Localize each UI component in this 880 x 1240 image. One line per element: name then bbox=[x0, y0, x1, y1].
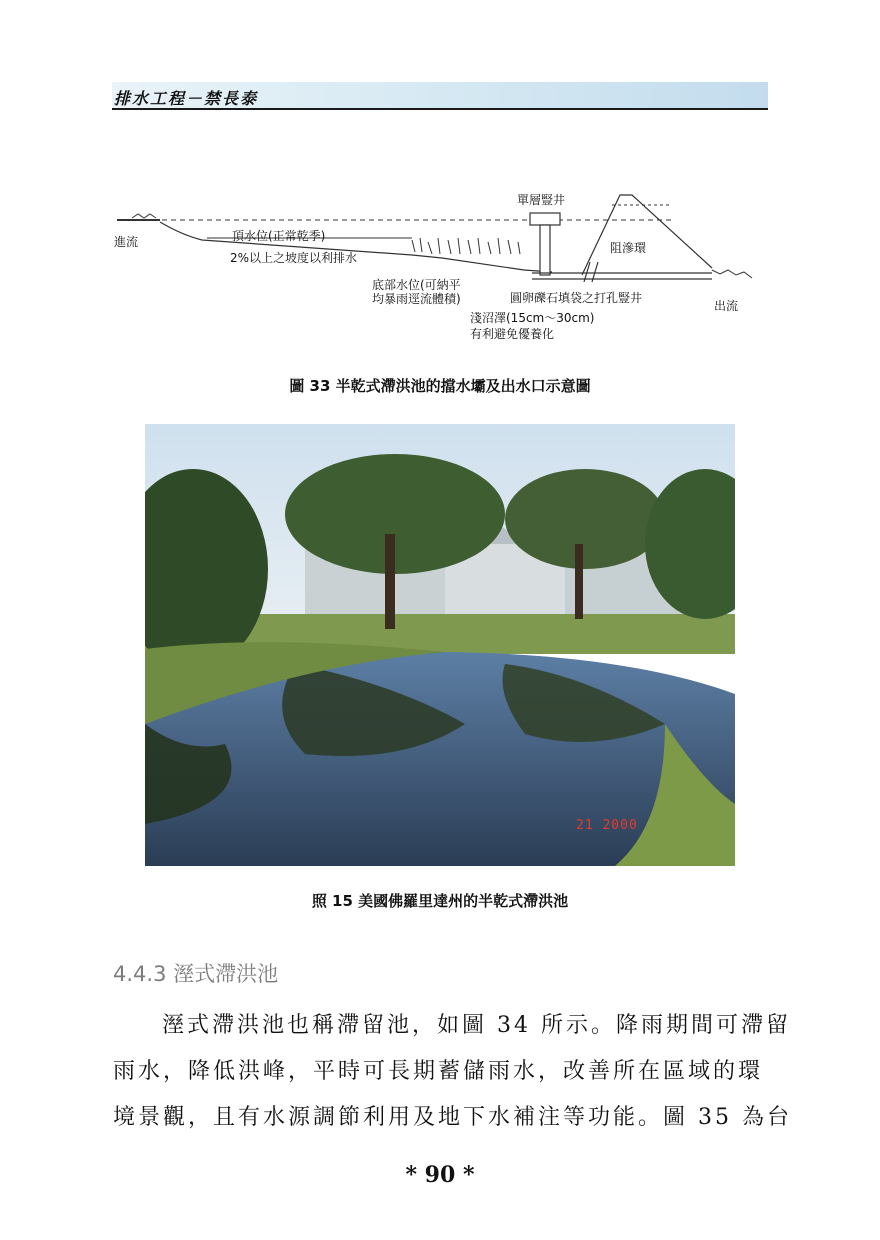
label-slope-note: 2%以上之坡度以利排水 bbox=[230, 251, 358, 265]
section-heading: 4.4.3 溼式滯洪池 bbox=[113, 962, 279, 986]
embankment bbox=[582, 195, 712, 275]
running-header: 排水工程－禁長泰 bbox=[114, 89, 259, 108]
body-paragraph-line: 境景觀，且有水源調節利用及地下水補注等功能。圖 35 為台 bbox=[113, 1105, 792, 1130]
body-paragraph-line: 雨水，降低洪峰，平時可長期蓄儲雨水，改善所在區域的環 bbox=[113, 1059, 764, 1084]
figure-caption: 圖 33 半乾式滯洪池的擋水壩及出水口示意圖 bbox=[289, 377, 591, 395]
label-top-water-level: 頂水位(正常乾季) bbox=[232, 229, 326, 243]
riser-shaft bbox=[540, 225, 550, 275]
body-paragraph-line: 溼式滯洪池也稱滯留池，如圖 34 所示。降雨期間可滯留 bbox=[162, 1013, 791, 1038]
outflow-rocks bbox=[712, 270, 752, 278]
pond-photo bbox=[145, 424, 735, 866]
label-bottom-level-2: 均暴雨逕流體積) bbox=[372, 292, 461, 306]
riser-cap bbox=[530, 213, 560, 225]
label-bottom-level-1: 底部水位(可納平 bbox=[372, 278, 461, 292]
photo-caption: 照 15 美國佛羅里達州的半乾式滯洪池 bbox=[311, 892, 569, 910]
label-riser: 單層豎井 bbox=[517, 193, 566, 207]
label-inflow: 進流 bbox=[114, 235, 139, 249]
marsh-plants bbox=[412, 238, 520, 254]
label-shallow-marsh-2: 有利避免優養化 bbox=[470, 327, 555, 341]
label-seepage-collar: 阻滲環 bbox=[610, 241, 647, 255]
label-outflow: 出流 bbox=[714, 299, 739, 313]
label-shallow-marsh-1: 淺沼澤(15cm～30cm) bbox=[470, 311, 595, 325]
label-gravel-well: 圓卵礫石填袋之打孔豎井 bbox=[510, 291, 643, 305]
page-number: * 90 * bbox=[405, 1162, 475, 1188]
photo-date-stamp: 21 2000 bbox=[576, 818, 638, 833]
inflow-rocks bbox=[132, 214, 156, 218]
pond-cross-section-diagram bbox=[112, 180, 772, 355]
